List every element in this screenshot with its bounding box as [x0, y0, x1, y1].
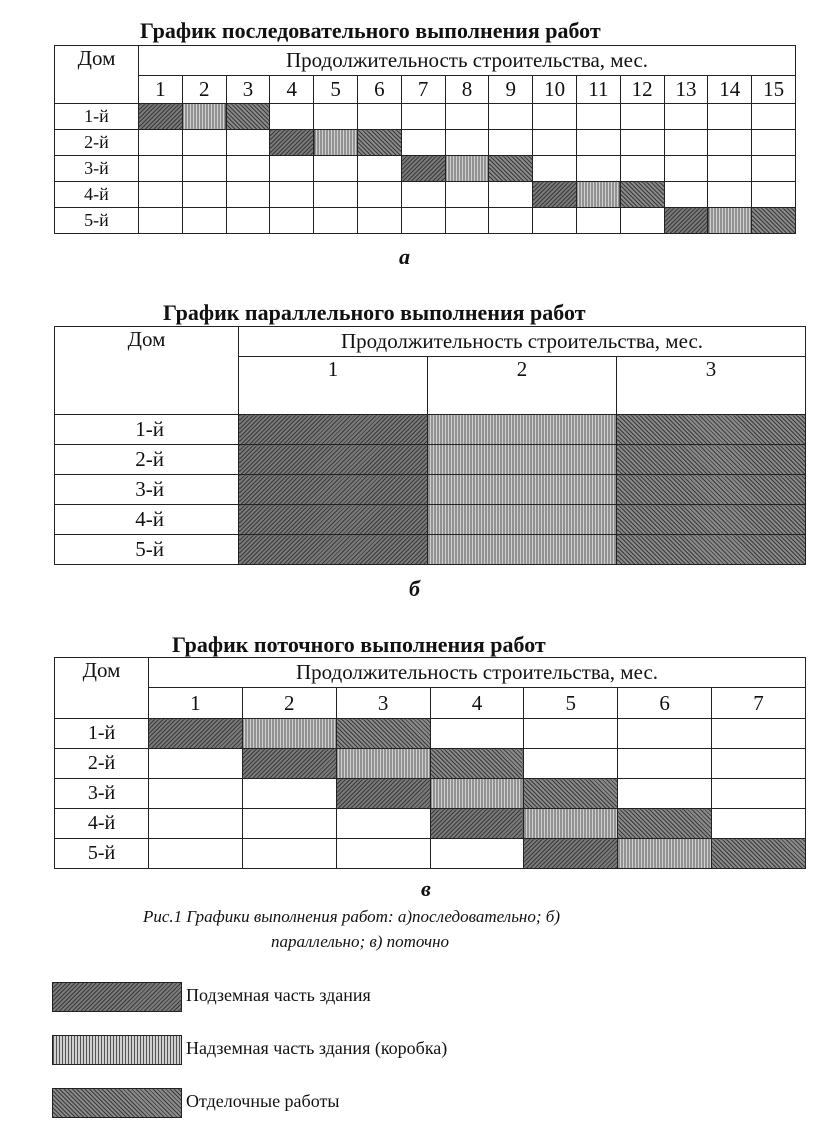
chart-a-empty-cell: [664, 182, 708, 208]
chart-b-bar-under: [239, 415, 428, 445]
chart-a-empty-cell: [708, 130, 752, 156]
chart-a-empty-cell: [445, 208, 489, 234]
chart-a-bar-under: [139, 104, 183, 130]
chart-b-bar-above: [428, 505, 617, 535]
chart-a-empty-cell: [620, 156, 664, 182]
chart-a-empty-cell: [445, 182, 489, 208]
chart-a-empty-cell: [445, 104, 489, 130]
chart-a-bar-under: [664, 208, 708, 234]
chart-a-table: [54, 45, 796, 234]
chart-c-house-label: 3-й: [55, 779, 149, 809]
chart-a-bar-above: [708, 208, 752, 234]
chart-a-empty-cell: [314, 208, 358, 234]
chart-a-empty-cell: [139, 156, 183, 182]
chart-b-house-label: 4-й: [55, 505, 239, 535]
figure-caption-line-2: параллельно; в) поточно: [271, 932, 450, 951]
chart-a-empty-cell: [664, 130, 708, 156]
chart-c-empty-cell: [336, 809, 430, 839]
chart-c-empty-cell: [618, 719, 712, 749]
chart-a-empty-cell: [270, 104, 314, 130]
chart-c-empty-cell: [149, 839, 243, 869]
chart-c-empty-cell: [712, 809, 806, 839]
chart-c-table: [54, 657, 806, 869]
chart-a-empty-cell: [182, 182, 226, 208]
chart-a-empty-cell: [357, 182, 401, 208]
chart-c-month-2: 2: [242, 688, 336, 719]
chart-b-bar-above: [428, 535, 617, 565]
chart-b-house-label: 3-й: [55, 475, 239, 505]
chart-a-empty-cell: [489, 182, 533, 208]
chart-c-letter: в: [421, 876, 431, 901]
chart-c-empty-cell: [242, 779, 336, 809]
chart-a-dom-header: Дом: [55, 46, 139, 104]
chart-b-table: [54, 326, 806, 565]
chart-a-empty-cell: [401, 182, 445, 208]
chart-c-house-label: 1-й: [55, 719, 149, 749]
chart-a-empty-cell: [270, 182, 314, 208]
chart-a-month-7: 7: [401, 76, 445, 104]
chart-c-empty-cell: [336, 839, 430, 869]
chart-a-month-10: 10: [533, 76, 577, 104]
chart-b-bar-above: [428, 415, 617, 445]
chart-c-title: График поточного выполнения работ: [172, 632, 546, 657]
chart-c-duration-header: Продолжительность строительства, мес.: [149, 658, 806, 688]
chart-c-bar-under: [336, 779, 430, 809]
chart-c-bar-above: [242, 719, 336, 749]
chart-c-house-label: 5-й: [55, 839, 149, 869]
chart-a-empty-cell: [576, 208, 620, 234]
chart-c-bar-under: [430, 809, 524, 839]
chart-b-bar-finish: [617, 475, 806, 505]
chart-a-empty-cell: [533, 208, 577, 234]
chart-c-house-label: 4-й: [55, 809, 149, 839]
chart-c-month-7: 7: [712, 688, 806, 719]
chart-a-empty-cell: [489, 104, 533, 130]
chart-a-empty-cell: [752, 104, 796, 130]
chart-a-empty-cell: [489, 208, 533, 234]
chart-a-empty-cell: [576, 130, 620, 156]
chart-a-bar-under: [401, 156, 445, 182]
chart-c-bar-finish: [336, 719, 430, 749]
chart-a-letter: а: [399, 244, 410, 269]
chart-a-duration-header: Продолжительность строительства, мес.: [139, 46, 796, 76]
chart-b-bar-above: [428, 475, 617, 505]
chart-a-month-11: 11: [576, 76, 620, 104]
legend-swatch-underground: [52, 982, 182, 1012]
chart-c-empty-cell: [149, 749, 243, 779]
chart-b-house-label: 2-й: [55, 445, 239, 475]
chart-a-empty-cell: [139, 130, 183, 156]
chart-a-empty-cell: [401, 104, 445, 130]
chart-a-month-6: 6: [357, 76, 401, 104]
chart-a-bar-finish: [752, 208, 796, 234]
chart-b-bar-under: [239, 445, 428, 475]
chart-b-house-label: 5-й: [55, 535, 239, 565]
chart-a-bar-above: [314, 130, 358, 156]
chart-b-bar-under: [239, 475, 428, 505]
chart-c-empty-cell: [524, 719, 618, 749]
chart-b-title: График параллельного выполнения работ: [163, 300, 586, 325]
chart-c-empty-cell: [618, 779, 712, 809]
chart-a-house-label: 5-й: [55, 208, 139, 234]
chart-a-month-9: 9: [489, 76, 533, 104]
chart-a-empty-cell: [401, 130, 445, 156]
chart-a-empty-cell: [445, 130, 489, 156]
chart-c-month-5: 5: [524, 688, 618, 719]
chart-a-bar-finish: [357, 130, 401, 156]
chart-a-empty-cell: [270, 208, 314, 234]
chart-a-empty-cell: [752, 156, 796, 182]
chart-a-empty-cell: [226, 208, 270, 234]
chart-a-house-label: 1-й: [55, 104, 139, 130]
chart-c-empty-cell: [149, 809, 243, 839]
chart-c-bar-finish: [430, 749, 524, 779]
chart-c-empty-cell: [524, 749, 618, 779]
chart-a-empty-cell: [576, 156, 620, 182]
chart-c-empty-cell: [712, 749, 806, 779]
chart-a-bar-above: [445, 156, 489, 182]
chart-b-dom-header: Дом: [55, 327, 239, 415]
chart-c-bar-above: [430, 779, 524, 809]
chart-b-letter: б: [409, 576, 420, 601]
chart-a-empty-cell: [357, 208, 401, 234]
legend-swatch-finishing: [52, 1088, 182, 1118]
chart-a-empty-cell: [752, 182, 796, 208]
chart-c-empty-cell: [430, 719, 524, 749]
chart-a-bar-under: [270, 130, 314, 156]
chart-c-bar-under: [149, 719, 243, 749]
chart-a-empty-cell: [401, 208, 445, 234]
chart-b-month-1: 1: [239, 357, 428, 415]
chart-a-bar-finish: [226, 104, 270, 130]
chart-b-bar-finish: [617, 535, 806, 565]
chart-c-bar-above: [618, 839, 712, 869]
chart-c-dom-header: Дом: [55, 658, 149, 719]
chart-c-empty-cell: [149, 779, 243, 809]
chart-c-bar-above: [524, 809, 618, 839]
chart-a-empty-cell: [182, 156, 226, 182]
chart-a-house-label: 4-й: [55, 182, 139, 208]
chart-a-bar-above: [576, 182, 620, 208]
chart-a-empty-cell: [314, 104, 358, 130]
chart-a-empty-cell: [139, 208, 183, 234]
chart-c-house-label: 2-й: [55, 749, 149, 779]
chart-c-empty-cell: [430, 839, 524, 869]
chart-c-empty-cell: [242, 839, 336, 869]
chart-a-empty-cell: [139, 182, 183, 208]
chart-a-bar-under: [533, 182, 577, 208]
chart-a-month-8: 8: [445, 76, 489, 104]
chart-a-empty-cell: [708, 104, 752, 130]
chart-a-empty-cell: [576, 104, 620, 130]
chart-a-empty-cell: [357, 104, 401, 130]
chart-b-bar-finish: [617, 445, 806, 475]
chart-a-month-3: 3: [226, 76, 270, 104]
chart-a-month-2: 2: [182, 76, 226, 104]
chart-c-bar-under: [524, 839, 618, 869]
chart-c-bar-finish: [618, 809, 712, 839]
chart-a-month-13: 13: [664, 76, 708, 104]
chart-b-bar-finish: [617, 415, 806, 445]
chart-c-empty-cell: [242, 809, 336, 839]
chart-c-bar-under: [242, 749, 336, 779]
chart-c-empty-cell: [618, 749, 712, 779]
chart-a-empty-cell: [664, 156, 708, 182]
chart-c-month-1: 1: [149, 688, 243, 719]
chart-a-empty-cell: [620, 208, 664, 234]
chart-a-bar-finish: [489, 156, 533, 182]
chart-a-empty-cell: [182, 130, 226, 156]
chart-a-empty-cell: [314, 156, 358, 182]
chart-c-empty-cell: [712, 719, 806, 749]
chart-b-duration-header: Продолжительность строительства, мес.: [239, 327, 806, 357]
chart-a-empty-cell: [489, 130, 533, 156]
chart-b-bar-above: [428, 445, 617, 475]
chart-a-empty-cell: [620, 104, 664, 130]
chart-a-empty-cell: [752, 130, 796, 156]
chart-a-month-15: 15: [752, 76, 796, 104]
chart-b-bar-finish: [617, 505, 806, 535]
chart-a-house-label: 3-й: [55, 156, 139, 182]
chart-a-empty-cell: [314, 182, 358, 208]
chart-a-month-12: 12: [620, 76, 664, 104]
chart-a-bar-finish: [620, 182, 664, 208]
chart-a-month-1: 1: [139, 76, 183, 104]
figure-caption-line-1: Рис.1 Графики выполнения работ: а)последовательно; б): [143, 907, 560, 926]
chart-a-month-5: 5: [314, 76, 358, 104]
chart-a-empty-cell: [708, 182, 752, 208]
chart-a-empty-cell: [270, 156, 314, 182]
legend-label-underground: Подземная часть здания: [186, 985, 371, 1005]
chart-c-bar-above: [336, 749, 430, 779]
chart-a-empty-cell: [226, 156, 270, 182]
chart-c-bar-finish: [712, 839, 806, 869]
chart-a-title: График последовательного выполнения работ: [140, 18, 601, 43]
chart-c-month-4: 4: [430, 688, 524, 719]
chart-a-empty-cell: [533, 130, 577, 156]
chart-b-house-label: 1-й: [55, 415, 239, 445]
chart-c-bar-finish: [524, 779, 618, 809]
legend-label-finishing: Отделочные работы: [186, 1091, 340, 1111]
chart-a-empty-cell: [708, 156, 752, 182]
chart-a-empty-cell: [226, 130, 270, 156]
chart-a-bar-above: [182, 104, 226, 130]
chart-a-empty-cell: [664, 104, 708, 130]
chart-a-month-14: 14: [708, 76, 752, 104]
chart-c-empty-cell: [712, 779, 806, 809]
chart-b-bar-under: [239, 535, 428, 565]
chart-c-month-6: 6: [618, 688, 712, 719]
chart-c-month-3: 3: [336, 688, 430, 719]
chart-a-empty-cell: [226, 182, 270, 208]
chart-b-month-3: 3: [617, 357, 806, 415]
legend-label-aboveground: Надземная часть здания (коробка): [186, 1038, 448, 1058]
legend-swatch-aboveground: [52, 1035, 182, 1065]
chart-b-bar-under: [239, 505, 428, 535]
chart-a-house-label: 2-й: [55, 130, 139, 156]
chart-a-month-4: 4: [270, 76, 314, 104]
chart-a-empty-cell: [182, 208, 226, 234]
chart-a-empty-cell: [620, 130, 664, 156]
chart-a-empty-cell: [533, 156, 577, 182]
chart-a-empty-cell: [533, 104, 577, 130]
chart-b-month-2: 2: [428, 357, 617, 415]
chart-a-empty-cell: [357, 156, 401, 182]
